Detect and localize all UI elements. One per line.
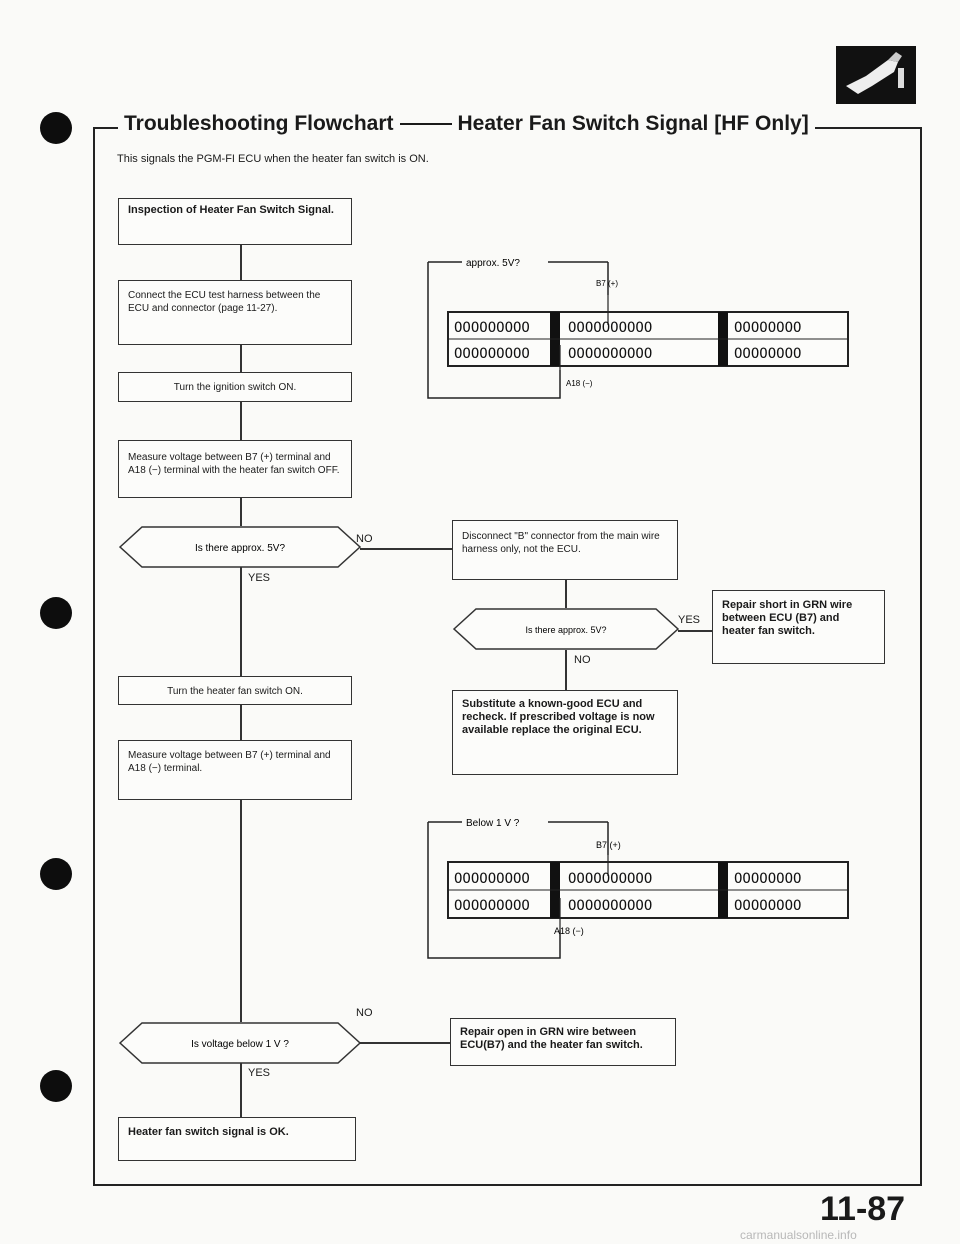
binder-hole-4 — [40, 1070, 72, 1102]
decision-q3-text: Is voltage below 1 V ? — [191, 1039, 289, 1050]
title-right: Heater Fan Switch Signal [HF Only] — [457, 112, 809, 135]
conn2-pin-neg: A18 (−) — [554, 926, 584, 936]
title-left: Troubleshooting Flowchart — [124, 112, 394, 135]
decision-q1-text: Is there approx. 5V? — [194, 543, 286, 554]
conn2-row1-group1: OOOOOOOOO — [454, 871, 530, 887]
step-disconnect-b: Disconnect "B" connector from the main wire harness only, not the ECU. — [452, 520, 678, 580]
page-subtitle: This signals the PGM-FI ECU when the heater fan switch is ON. — [117, 153, 429, 165]
result-repair-open: Repair open in GRN wire between ECU(B7) and the heater fan switch. — [450, 1018, 676, 1066]
conn2-row2-group3: OOOOOOOO — [734, 898, 802, 914]
step-measure-off: Measure voltage between B7 (+) terminal and A18 (−) terminal with the heater fan switch OFF. — [118, 440, 352, 498]
conn1-pin-pos: B7 (+) — [596, 279, 619, 288]
label-no-q2: NO — [574, 654, 591, 666]
step-inspection: Inspection of Heater Fan Switch Signal. — [118, 198, 352, 245]
page-number: 11-87 — [820, 1190, 906, 1228]
conn2-row2-group1: OOOOOOOOO — [454, 898, 530, 914]
result-repair-short: Repair short in GRN wire between ECU (B7) and heater fan switch. — [712, 590, 885, 664]
conn1-row1-group2: OOOOOOOOOO — [568, 320, 653, 336]
label-yes-q3: YES — [248, 1067, 271, 1079]
conn1-pin-neg: A18 (−) — [566, 379, 593, 388]
result-substitute-ecu: Substitute a known-good ECU and recheck. If prescribed voltage is now available replace the original ECU. — [452, 690, 678, 775]
conn1-row1-group3: OOOOOOOO — [734, 320, 802, 336]
result-signal-ok: Heater fan switch signal is OK. — [118, 1117, 356, 1161]
decision-q3 — [118, 1022, 362, 1064]
step-ignition-on: Turn the ignition switch ON. — [118, 372, 352, 402]
binder-hole-2 — [40, 597, 72, 629]
conn1-row2-group2: OOOOOOOOOO — [568, 346, 653, 362]
conn2-pin-pos: B7 (+) — [596, 840, 621, 850]
conn2-row2-group2: OOOOOOOOOO — [568, 898, 653, 914]
label-yes-q1: YES — [248, 572, 271, 584]
label-yes-q2: YES — [678, 614, 701, 626]
conn1-reading: approx. 5V? — [466, 258, 520, 269]
decision-q2 — [452, 608, 680, 650]
watermark: carmanualsonline.info — [740, 1228, 857, 1242]
step-fan-on: Turn the heater fan switch ON. — [118, 676, 352, 705]
step-measure-on: Measure voltage between B7 (+) terminal and A18 (−) terminal. — [118, 740, 352, 800]
decision-q2-text: Is there approx. 5V? — [525, 625, 607, 635]
conn1-row2-group3: OOOOOOOO — [734, 346, 802, 362]
binder-hole-1 — [40, 112, 72, 144]
label-no-q1: NO — [356, 533, 373, 545]
ecu-connector-diagram-2 — [420, 810, 850, 960]
conn1-row1-group1: OOOOOOOOO — [454, 320, 530, 336]
label-no-q3: NO — [356, 1007, 373, 1019]
conn2-reading: Below 1 V ? — [466, 818, 520, 829]
conn2-row1-group2: OOOOOOOOOO — [568, 871, 653, 887]
fuel-injector-icon — [836, 46, 916, 104]
step-connect-harness: Connect the ECU test harness between the ECU and connector (page 11-27). — [118, 280, 352, 345]
decision-q1 — [118, 526, 362, 568]
conn2-row1-group3: OOOOOOOO — [734, 871, 802, 887]
ecu-connector-diagram-1 — [420, 250, 850, 400]
conn1-row2-group1: OOOOOOOOO — [454, 346, 530, 362]
binder-hole-3 — [40, 858, 72, 890]
page-title — [118, 112, 815, 136]
